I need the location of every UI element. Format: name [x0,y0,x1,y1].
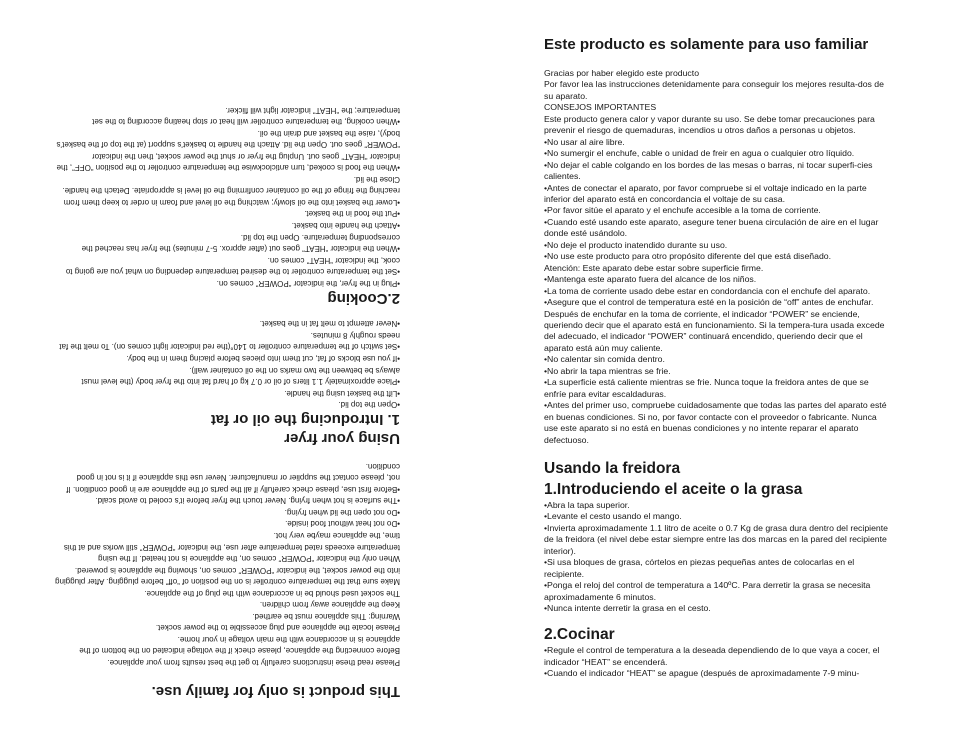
english-section2-heading: 2.Cooking [327,289,400,307]
spanish-intro-paragraph: •No sumergir el enchufe, cable o unidad de freir en agua o cualquier otro líquido. [544,148,855,159]
spanish-intro-paragraph: •No calentar sin comida dentro. [544,354,665,365]
spanish-intro-paragraph: Atención: Este aparato debe estar sobre superficie firme. [544,262,764,273]
english-intro [55,460,400,668]
spanish-intro-paragraph: •Antes del primer uso, compruebe cuidadosamente que todas las partes del aparato esté en buenas condiciones. Si no, por favor contacte con el proveedor o fabricante. Nunca use este aparato si no está en buenas condiciones y no intente reparar el aparato defectuoso. [544,400,887,445]
spanish-intro-paragraph: •Mantenga este aparato fuera del alcance de los niños. [544,274,757,285]
spanish-intro-paragraph: •Cuando esté usando este aparato, asegure tener buena circulación de aire en el lugar donde esté usándolo. [544,216,879,239]
spanish-section1-item: •Invierta aproximadamente 1.1 litro de aceite o 0.7 Kg de grasa dura dentro del recipiente de la freidora (el nivel debe estar siempre entre las dos marcas en la pared del recipiente interior). [544,522,888,556]
english-intro-paragraph: Before connecting the appliance, please check if the voltage indicated on the bottom of the appliance is in accordance with the main voltage in your home. [79,634,400,656]
spanish-section2-heading: 2.Cocinar [544,626,615,644]
spanish-intro-paragraph: •Por favor sitúe el aparato y el enchufe accesible a la toma de corriente. [544,205,821,216]
english-section1-item: •Set switch of the temperature controller to 140°(the red indicator light comes on). To melt the fat needs roughly 8 minutes. [59,330,400,352]
spanish-section2-item: •Regule el control de temperatura a la deseada dependiendo de lo que vaya a cocer, el indicador “HEAT” se encenderá. [544,645,880,667]
english-section1-heading: 1. Introducing the oil or fat [210,411,400,429]
english-section1-item: •Place approximately 1.1 liters of oil or 0.7 kg of hard fat into the fryer body (the level must always be between the two marks on the oil container wall). [81,365,400,387]
spanish-section1-item: •Nunca intente derretir la grasa en el cesto. [544,603,711,614]
english-intro-paragraph: Please locate the appliance and plug accessible to the power socket. [155,623,400,633]
english-content [55,104,400,700]
english-intro-paragraph: The socket used should be in accordance with the plug of the appliance. [144,588,400,598]
spanish-intro-paragraph: •No dejar el cable colgando en los bordes de las mesas o barras, ni tocar superfi-cies calientes. [544,159,873,182]
english-section2-item: •When the indicator “HEAT” goes out (after approx. 5-7 minutes) the fryer has reached the corresponding temperature. Open the top lid. [81,232,400,254]
english-using-heading: Using your fryer [284,430,400,448]
spanish-title: Este producto es solamente para uso familiar [544,36,869,53]
english-intro-paragraph: Make sure that the temperature controller is on the position of “off” before plugging. After plugging into the power socket, the indicator “POWER” comes on, showing the appliance is powered. When only the indicator “POWER” comes on, the appliance is not heated. If the using temperature exceeds rated temperature after use, the indicator “POWER” still works and at this time, the appliance maybe very hot. [55,530,400,587]
spanish-intro-paragraph: •No usar al aire libre. [544,136,625,147]
english-section2-item: •Set the temperature controller to the desired temperature depending on what you are going to cook, the indicator “HEAT” comes on. [65,255,400,277]
spanish-intro-paragraph: •No deje el producto inatendido durante su uso. [544,239,728,250]
spanish-intro-paragraph: Por favor lea las instrucciones detenidamente para conseguir los mejores resulta-dos de su aparato. [544,79,884,101]
english-intro-paragraph: Keep the appliance away from children. [259,600,400,610]
spanish-intro-paragraph: Gracias por haber elegido este producto [544,68,700,78]
english-section2-item: •Attach the handle into basket. [291,221,400,231]
english-intro-paragraph: •Do not open the lid when frying. [284,507,400,517]
spanish-section1-item: •Abra la tapa superior. [544,499,630,510]
spanish-content [544,36,892,680]
english-intro-paragraph: Warning: This appliance must be earthed. [252,611,400,621]
spanish-intro-paragraph: •Asegure que el control de temperatura esté en la posición de “off” antes de enchufar. Después de enchufar en la toma de corriente, el indicador “POWER” se enciende, queriendo decir que el aparato está en funcionamiento. Si la tempera-tura usada excede del adecuado, el indicador “POWER” continuará encendido, queriendo decir que el aparato está aún muy caliente. [544,297,885,353]
spanish-intro-paragraph: •La toma de corriente usado debe estar en condordancia con el enchufe del aparato. [544,285,871,296]
spanish-intro-paragraph: •No use este producto para otro propósito diferente del que está diseñado. [544,251,832,262]
spanish-section1-item: •Ponga el reloj del control de temperatura a 140ºC. Para derretir la grasa se necesita aproximadamente 6 minutos. [544,580,871,602]
english-section1-item: •Open the top lid. [338,400,400,410]
spanish-using-heading: Usando la freidora [544,459,681,477]
english-section1-item: •Lift the basket using the handle. [284,388,400,398]
spanish-intro-paragraph: Este producto genera calor y vapor durante su uso. Se debe tomar precauciones para prevenir el riesgo de quemaduras, incendios u otros daños a personas u objetos. [544,113,875,136]
english-section2-item: •When cooking, the temperature controller will heat or stop heating according to the set temperature; the “HEAT” indicator light will flicker. [92,105,400,127]
english-section2-item: •Put the food in the basket. [304,209,400,219]
spanish-intro-paragraph: •Antes de conectar el aparato, por favor compruebe si el voltaje indicado en la parte inferior del aparato está en concordancia el voltaje de su casa. [544,182,867,204]
english-section1-item: •If you use blocks of fat, cut them into pieces before placing them in the body. [126,353,400,363]
english-title: This product is only for family use. [151,683,400,700]
english-section2-list [55,104,400,289]
english-intro-paragraph: •The surface is hot when frying. Never touch the fryer before it’s cooled to avoid scald. [95,496,400,506]
spanish-intro-paragraph: •No abrir la tapa mientras se frie. [544,365,671,376]
spanish-section1-item: •Si usa bloques de grasa, córtelos en piezas pequeñas antes de colocarlas en el recipiente. [544,557,855,579]
english-intro-paragraph: Please read these instructions carefully to get the best results from your appliance. [107,658,400,667]
spanish-intro-paragraph: •La superficie está caliente mientras se frie. Nunca toque la freidora antes de que se enfríe para evitar escaldaduras. [544,377,869,399]
spanish-section2-item: •Cuando el indicador “HEAT” se apague (después de aproximadamente 7-9 minu- [544,668,860,679]
english-section1-item: •Never attempt to melt fat in the basket. [259,319,400,329]
english-section2-item: •Lower the basket into the oil slowly; watching the oil level and foam in order to keep them from reaching the fringe of the oil container confirming the oil level is appropriate. Detach the handle. Close the lid. [62,174,400,207]
english-section2-item: •Plug in the fryer, the indicator “POWER” comes on. [216,278,400,288]
spanish-section1-list [544,500,892,615]
english-intro-paragraph: •Do not heat without food inside. [285,519,400,529]
spanish-section1-item: •Levante el cesto usando el mango. [544,511,682,522]
spanish-section2-list [544,645,892,679]
spanish-section1-heading: 1.Introduciendo el aceite o la grasa [544,480,803,498]
english-section2-item: •When the food is cooked, turn anticlockwise the temperature controller to the position “OFF”, the indicator “HEAT” goes out. Unplug the fryer or shut the power socket, then the indicator “POWER” goes out. Open the lid. Attach the handle to basket’s support (at the top of the basket’s body), raise the basket and drain the oil. [56,128,400,173]
english-section1-list [55,318,400,410]
spanish-intro [544,68,892,446]
spanish-intro-paragraph: CONSEJOS IMPORTANTES [544,102,657,113]
spanish-page [477,0,954,738]
english-intro-paragraph: •Before first use, please check carefully if all the parts of the appliance are in good condition. If not, please contact the supplier or manufacturer. Never use this appliance if it is not in good condition. [66,461,400,494]
